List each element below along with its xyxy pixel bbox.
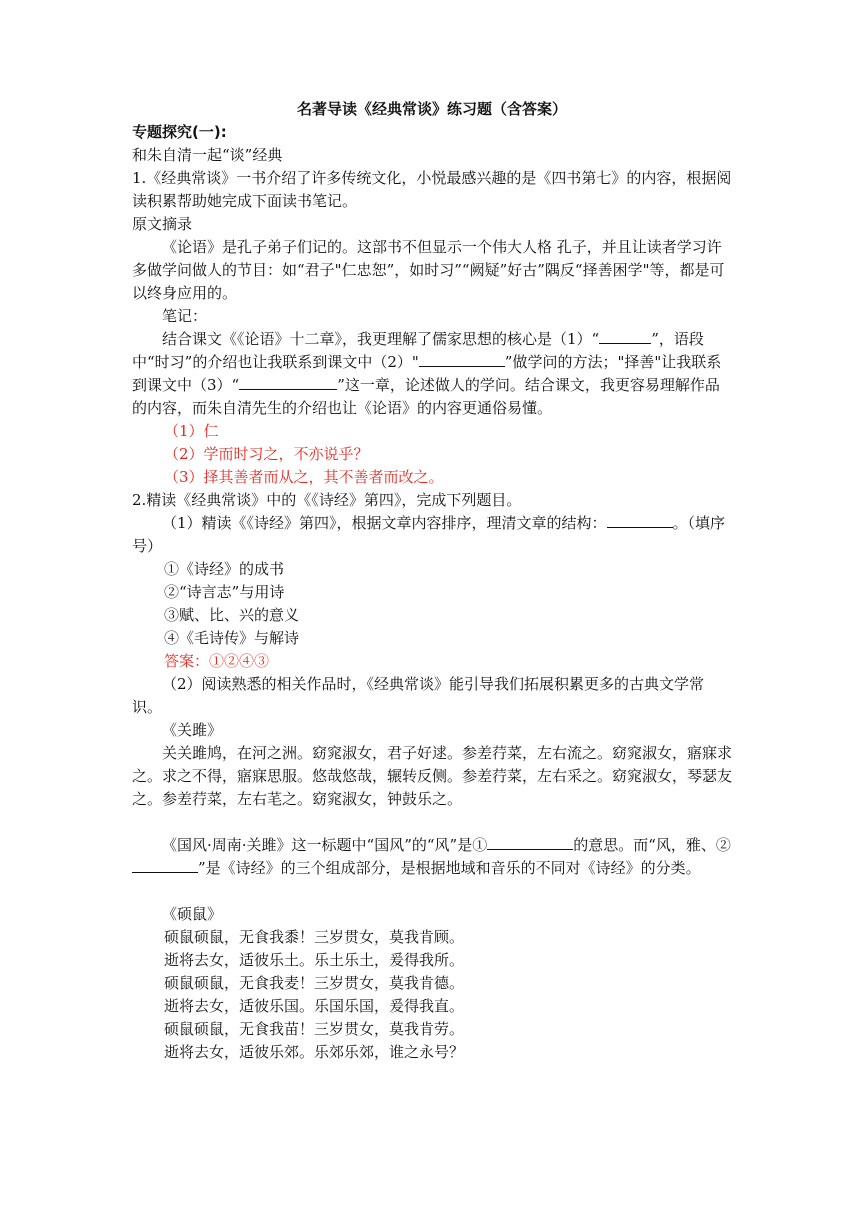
document-page [132, 98, 732, 1064]
spacer [132, 880, 732, 903]
poem-2-line: 逝将去女，适彼乐国。乐国乐国，爰得我直。 [164, 997, 465, 1015]
notes-label: 笔记： [162, 307, 208, 325]
poem-2-line: 硕鼠硕鼠，无食我黍！三岁贯女，莫我肯顾。 [164, 928, 465, 946]
answer-1: （1）仁 [164, 422, 219, 440]
page-title: 名著导读《经典常谈》练习题（含答案） [296, 100, 567, 118]
section-heading: 专题探究(一): [132, 123, 227, 141]
answer-blank-3 [239, 374, 337, 390]
option-item: ④《毛诗传》与解诗 [164, 629, 300, 647]
excerpt-label: 原文摘录 [132, 215, 193, 233]
answer-3: （3）择其善者而从之，其不善者而改之。 [164, 468, 444, 486]
notes-text-3: ”做学问的方法；"择善"让我联系到课文中（3）“ [132, 353, 722, 394]
subquestion-1 [132, 512, 732, 558]
excerpt-text: 《论语》是孔子弟子们记的。这部书不但显示一个伟大人格 孔子，并且让读者学习许多做学问做人的节目：如“君子"仁忠恕”，如时习”“阙疑”好古”隅反“择善困学"等，都是可以终身应用的。 [132, 238, 725, 302]
subquestion-1-suffix: 。（填序号） [132, 514, 726, 555]
answer-blank-4 [487, 834, 573, 850]
order-answer: 答案：①②④③ [164, 652, 270, 670]
subquestion-1-text: （1）精读《《诗经》第四》，根据文章内容排序，理清文章的结构： [162, 514, 607, 532]
answer-blank-1 [599, 328, 651, 344]
option-item: ②“诗言志”与用诗 [164, 583, 285, 601]
fill-text-3: ”是《诗经》的三个组成部分，是根据地域和音乐的不同对《诗经》的分类。 [198, 859, 701, 877]
question-2-prompt: 2.精读《经典常谈》中的《《诗经》第四》，完成下列题目。 [132, 491, 522, 509]
answer-2: （2）学而时习之，不亦说乎？ [164, 445, 369, 463]
fill-in-question [132, 834, 732, 880]
notes-text-4: ”这一章，论述做人的学问。结合课文，我更容易理解作品的内容，而朱自清先生的介绍也让《论语》的内容更通俗易懂。 [132, 376, 720, 417]
notes-text-2: ”，语段中“时习”的介绍也让我联系到课文中（2）" [132, 330, 704, 371]
poem-2-line: 硕鼠硕鼠，无食我麦！三岁贯女，莫我肯德。 [164, 974, 465, 992]
answer-blank-2 [419, 351, 505, 367]
option-item: ③赋、比、兴的意义 [164, 606, 300, 624]
poem-2-line: 硕鼠硕鼠，无食我苗！三岁贯女，莫我肯劳。 [164, 1020, 465, 1038]
section-subtitle: 和朱自清一起“谈”经典 [132, 146, 283, 164]
question-1-prompt: 1.《经典常谈》一书介绍了许多传统文化，小悦最感兴趣的是《四书第七》的内容，根据阅读积累帮助她完成下面读书笔记。 [132, 169, 732, 210]
poem-2-line: 逝将去女，适彼乐土。乐土乐土，爰得我所。 [164, 951, 465, 969]
spacer [132, 811, 732, 834]
poem-2-line: 逝将去女，适彼乐郊。乐郊乐郊，谁之永号？ [164, 1043, 465, 1061]
answer-blank-5 [132, 857, 198, 873]
answer-blank-order [607, 512, 673, 528]
fill-text-1: 《国风·周南·关雎》这一标题中“国风”的“风”是① [162, 836, 488, 854]
poem-1-title: 《关雎》 [162, 721, 223, 739]
notes-paragraph [132, 328, 732, 420]
notes-text-1: 结合课文《《论语》十二章》，我更理解了儒家思想的核心是（1）“ [162, 330, 600, 348]
subquestion-2: （2）阅读熟悉的相关作品时，《经典常谈》能引导我们拓展积累更多的古典文学常识。 [132, 675, 705, 716]
fill-text-2: 的意思。而“风，雅、② [573, 836, 731, 854]
option-item: ①《诗经》的成书 [164, 560, 285, 578]
poem-2-title: 《硕鼠》 [162, 905, 223, 923]
poem-1-text: 关关雎鸠，在河之洲。窈窕淑女，君子好逑。参差荇菜，左右流之。窈窕淑女，寤寐求之。求之不得，寤寐思服。悠哉悠哉，辗转反侧。参差荇菜，左右采之。窈窕淑女，琴瑟友之。参差荇菜，左右芼之。窈窕淑女，钟鼓乐之。 [132, 744, 733, 808]
